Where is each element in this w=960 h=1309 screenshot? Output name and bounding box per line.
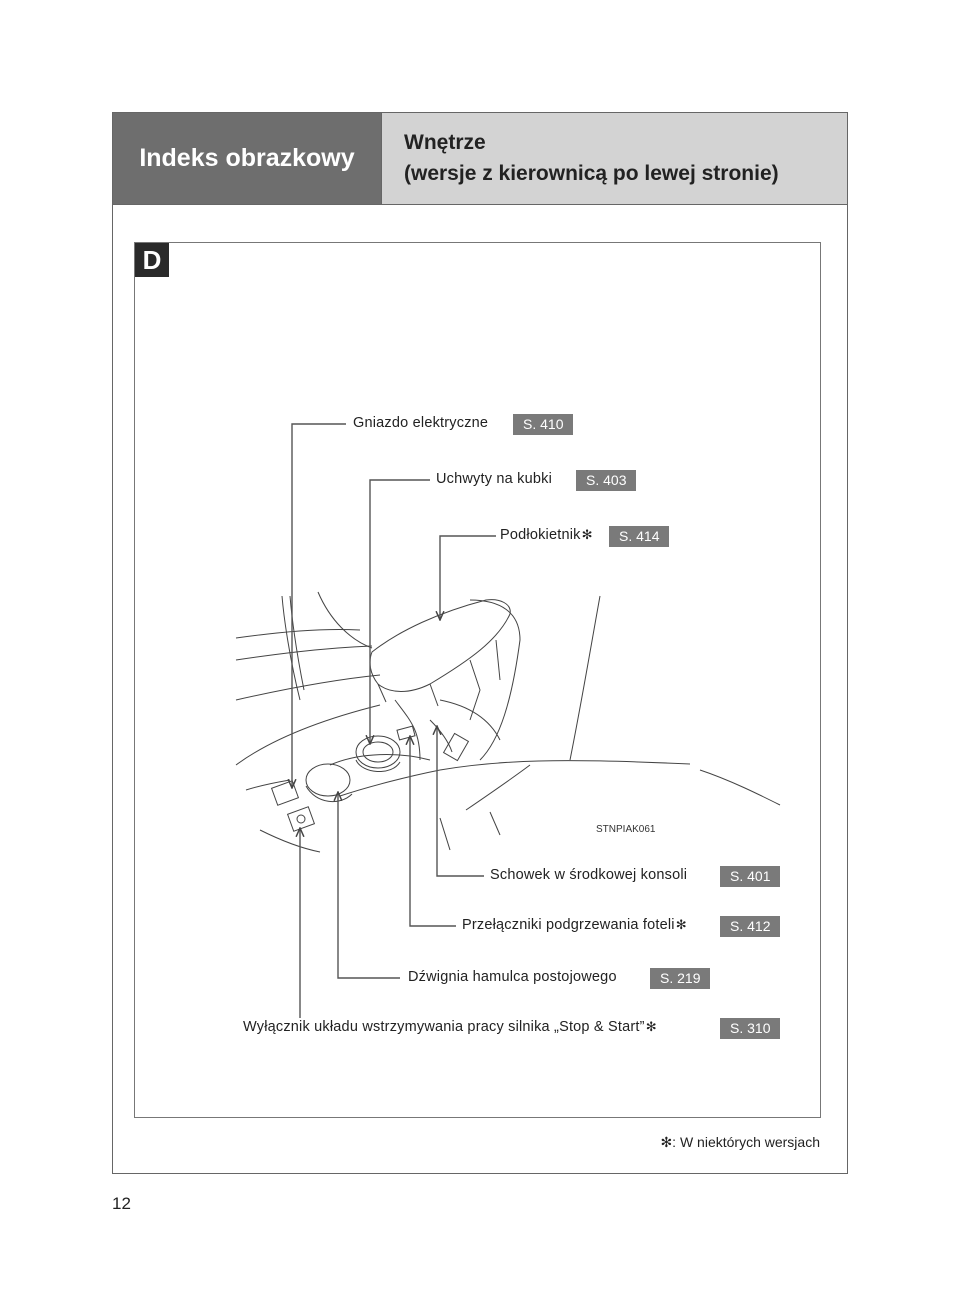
illustration-code: STNPIAK061 [596, 824, 656, 835]
page-number: 12 [112, 1194, 131, 1213]
section-marker: D [135, 243, 169, 277]
asterisk-icon: ✻ [675, 917, 687, 932]
callout-label-armrest [500, 527, 593, 543]
subtitle-line-2: (wersje z kierownicą po lewej stronie) [404, 162, 779, 185]
subtitle-line-1: Wnętrze [404, 131, 486, 154]
callout-text-seat-heaters: Przełączniki podgrzewania foteli [462, 917, 675, 933]
callout-page-parking-brake[interactable]: S. 219 [650, 968, 710, 989]
callout-label-power-outlet: Gniazdo elektryczne [353, 415, 489, 431]
leader-power-outlet [292, 424, 346, 788]
asterisk-icon: ✻ [645, 1019, 657, 1034]
callout-page-console-box[interactable]: S. 401 [720, 866, 780, 887]
callout-page-stop-start[interactable]: S. 310 [720, 1018, 780, 1039]
leader-seat-heaters [410, 736, 456, 926]
callout-label-cup-holders: Uchwyty na kubki [436, 471, 553, 487]
callout-page-power-outlet[interactable]: S. 410 [513, 414, 573, 435]
callout-page-cup-holders[interactable]: S. 403 [576, 470, 636, 491]
callout-label-console-box: Schowek w środkowej konsoli [490, 867, 688, 883]
callout-text-stop-start: Wyłącznik układu wstrzymywania pracy silnika „Stop & Start” [243, 1019, 645, 1035]
leader-parking-brake [338, 792, 400, 978]
leader-cup-holders [370, 480, 430, 744]
leader-console-box [437, 726, 484, 876]
asterisk-icon: ✻ [581, 527, 593, 542]
callout-label-seat-heaters [462, 917, 687, 933]
footnote: ✻: W niektórych wersjach [660, 1134, 820, 1150]
callout-label-parking-brake: Dźwignia hamulca postojowego [408, 969, 617, 985]
console-drawing [236, 592, 780, 852]
section-title: Indeks obrazkowy [139, 144, 355, 172]
leader-armrest [440, 536, 496, 620]
callout-text-armrest: Podłokietnik [500, 527, 581, 543]
callout-page-seat-heaters[interactable]: S. 412 [720, 916, 780, 937]
callout-label-stop-start [243, 1019, 657, 1035]
callout-page-armrest[interactable]: S. 414 [609, 526, 669, 547]
